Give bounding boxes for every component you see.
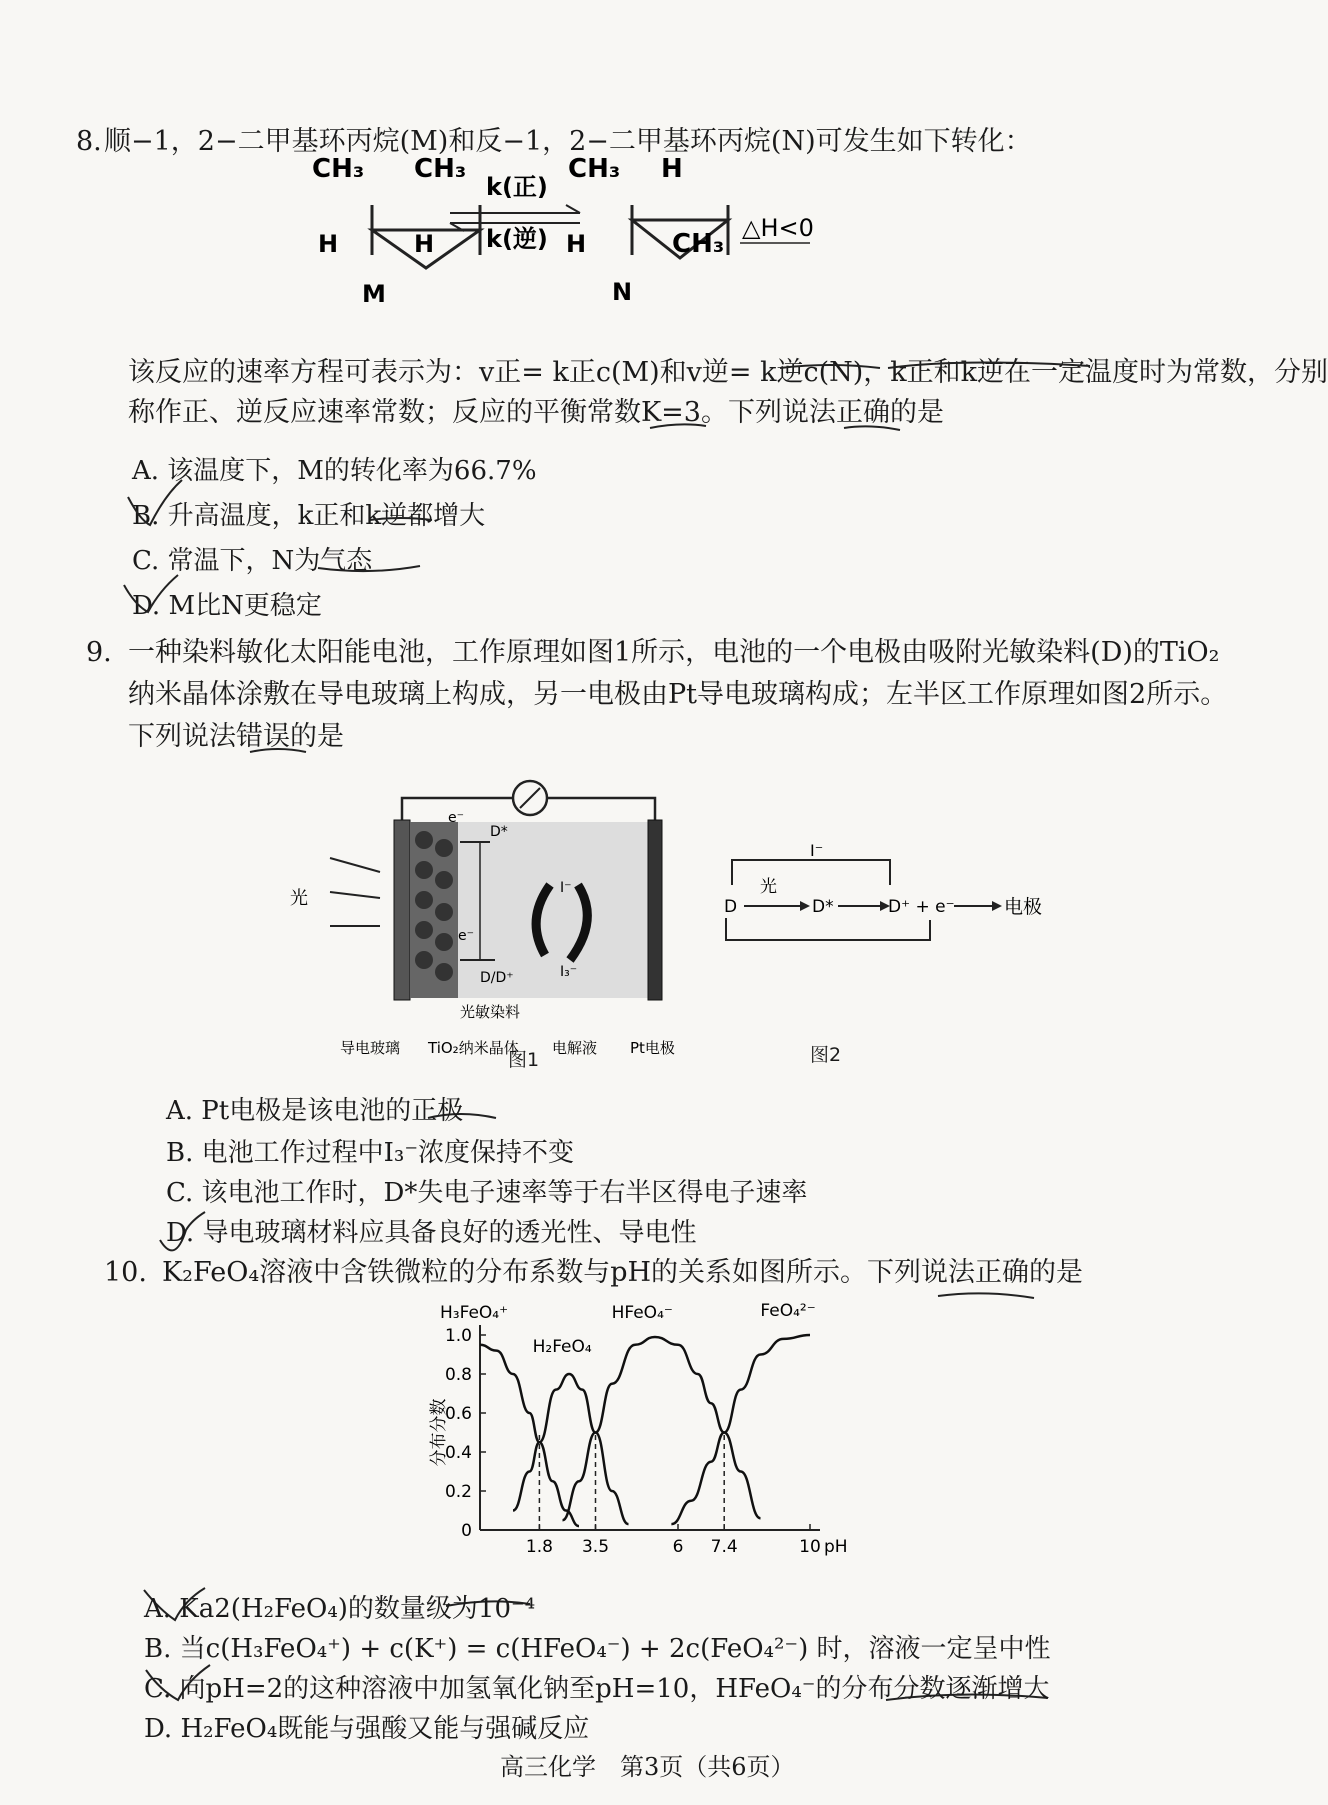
- n-top-right: H: [661, 154, 683, 184]
- series-label: H₃FeO₄⁺: [440, 1303, 509, 1323]
- fig2-d-plus: D⁺ + e⁻: [888, 897, 955, 917]
- y-tick-label: 0.2: [444, 1482, 472, 1502]
- q8-text-line1: 该反应的速率方程可表示为：v正= k正c(M)和v逆= k逆c(N)，k正和k逆在一定温度时为常数，分别: [128, 357, 1328, 388]
- q9-option-a: A. Pt电极是该电池的正极: [166, 1096, 464, 1126]
- y-tick-label: 0.8: [444, 1365, 472, 1385]
- fig1-light-label: 光: [290, 888, 308, 909]
- fig1-electrolyte-label: 电解液: [552, 1039, 598, 1057]
- x-tick-label: 10: [799, 1537, 821, 1557]
- q9-option-d: D. 导电玻璃材料应具备良好的透光性、导电性: [166, 1218, 697, 1248]
- m-top-left: CH₃: [312, 154, 365, 184]
- fig1-electron-1: e⁻: [448, 810, 465, 826]
- molecule-m-label: M: [362, 280, 386, 308]
- series-label: FeO₄²⁻: [760, 1301, 816, 1321]
- y-tick-label: 0.6: [444, 1404, 472, 1424]
- fig2-d: D: [724, 897, 738, 917]
- q10-option-a: A. Ka2(H₂FeO₄)的数量级为10⁻⁴: [144, 1594, 536, 1624]
- q8-option-d: D. M比N更稳定: [132, 591, 322, 621]
- x-tick-label: 6: [672, 1537, 684, 1557]
- chart-axes: [480, 1325, 820, 1530]
- fig1-d-star: D*: [490, 824, 508, 840]
- q10-option-c: C. 向pH=2的这种溶液中加氢氧化钠至pH=10，HFeO₄⁻的分布分数逐渐增大: [144, 1674, 1050, 1704]
- tio2-nanocrystal: [410, 822, 458, 998]
- series-label: HFeO₄⁻: [611, 1303, 673, 1323]
- pt-electrode: [648, 820, 662, 1000]
- q9-text-line3: 下列说法错误的是: [128, 721, 344, 752]
- q9-text-line2: 纳米晶体涂敷在导电玻璃上构成，另一电极由Pt导电玻璃构成；左半区工作原理如图2所示。: [128, 679, 1228, 710]
- series-line: [671, 1335, 810, 1524]
- m-top-right: CH₃: [414, 154, 467, 184]
- k-reverse-label: k(逆): [486, 225, 548, 253]
- n-top-left: CH₃: [568, 154, 621, 184]
- y-tick-label: 1.0: [444, 1326, 472, 1346]
- n-bottom-right: CH₃: [672, 229, 725, 259]
- q8-text-line2: 称作正、逆反应速率常数；反应的平衡常数K=3。下列说法正确的是: [128, 397, 944, 428]
- q9-option-b: B. 电池工作过程中I₃⁻浓度保持不变: [166, 1138, 575, 1168]
- m-bottom-left: H: [318, 230, 339, 258]
- fig1-dye-label: 光敏染料: [460, 1003, 521, 1021]
- x-tick-label: 1.8: [525, 1537, 553, 1557]
- q8-option-c: C. 常温下，N为气态: [132, 546, 373, 576]
- figure-1-solar-cell: [290, 770, 720, 1060]
- series-line: [480, 1345, 579, 1526]
- y-tick-label: 0: [461, 1521, 472, 1541]
- fig1-iodide: I⁻: [560, 880, 572, 896]
- q10-option-d: D. H₂FeO₄既能与强酸又能与强碱反应: [144, 1714, 590, 1744]
- fig1-d-dplus: D/D⁺: [480, 970, 514, 986]
- q9-number: 9.: [86, 637, 112, 668]
- conductive-glass-left: [394, 820, 410, 1000]
- y-tick-label: 0.4: [444, 1443, 472, 1463]
- series-label: H₂FeO₄: [532, 1337, 592, 1357]
- q8-number: 8.: [76, 126, 102, 157]
- fig1-glass-label: 导电玻璃: [340, 1039, 401, 1057]
- fig1-electron-2: e⁻: [458, 928, 475, 944]
- q8-option-a: A. 该温度下，M的转化率为66.7%: [132, 456, 537, 486]
- fig1-triiodide: I₃⁻: [560, 964, 578, 980]
- q10-option-b: B. 当c(H₃FeO₄⁺) + c(K⁺) = c(HFeO₄⁻) + 2c(FeO₄²⁻) 时，溶液一定呈中性: [144, 1634, 1051, 1664]
- q10-number: 10.: [104, 1257, 147, 1288]
- k-forward-label: k(正): [486, 173, 548, 201]
- q8-option-b: B. 升高温度，k正和k逆都增大: [132, 501, 486, 531]
- molecule-n-label: N: [612, 278, 633, 306]
- fig1-tio2-label: TiO₂纳米晶体: [428, 1039, 519, 1057]
- figure-1-caption: 图1: [508, 1049, 540, 1071]
- q9-option-c: C. 该电池工作时，D*失电子速率等于右半区得电子速率: [166, 1178, 808, 1208]
- chart-lines: [480, 1335, 810, 1526]
- fig2-light: 光: [760, 877, 777, 897]
- n-bottom-left: H: [566, 230, 587, 258]
- x-axis-label: pH: [824, 1537, 848, 1557]
- q8-stem: 顺−1，2−二甲基环丙烷(M)和反−1，2−二甲基环丙烷(N)可发生如下转化：: [104, 126, 1032, 157]
- figure-2-caption: 图2: [810, 1044, 842, 1066]
- x-tick-label: 7.4: [710, 1537, 738, 1557]
- delta-h-label: △H<0: [742, 214, 814, 242]
- fig1-pt-label: Pt电极: [630, 1039, 675, 1057]
- fig2-electrode: 电极: [1004, 896, 1043, 918]
- m-bottom-right: H: [414, 230, 435, 258]
- fig2-iodide: I⁻: [810, 841, 824, 860]
- fig2-d-star: D*: [812, 897, 834, 917]
- q10-stem: K₂FeO₄溶液中含铁微粒的分布系数与pH的关系如图所示。下列说法正确的是: [162, 1257, 1084, 1288]
- page-footer: 高三化学 第3页（共6页）: [500, 1753, 795, 1781]
- q9-text-line1: 一种染料敏化太阳能电池，工作原理如图1所示，电池的一个电极由吸附光敏染料(D)的TiO₂: [128, 637, 1220, 668]
- distribution-chart: [420, 1300, 900, 1565]
- x-tick-label: 3.5: [581, 1537, 610, 1557]
- figure-2-diagram: [710, 840, 1070, 950]
- y-axis-label: 分布分数: [429, 1398, 449, 1467]
